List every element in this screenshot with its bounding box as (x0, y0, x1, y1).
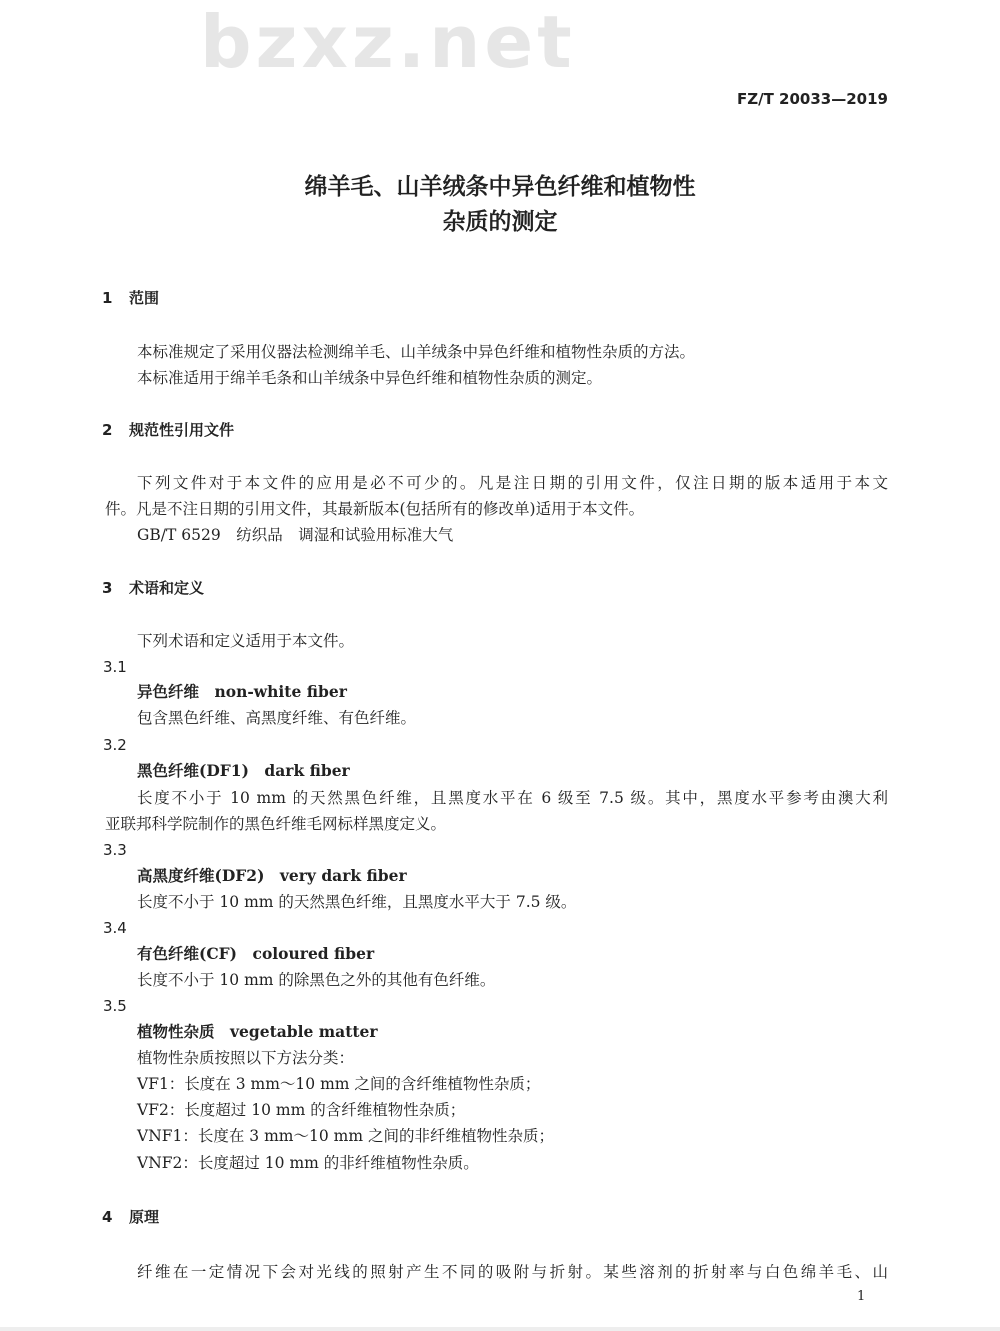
page-number: 1 (857, 1289, 866, 1304)
term-definition: 包含黑色纤维、高黑度纤维、有色纤维。 (137, 709, 417, 727)
paragraph: 下列文件对于本文件的应用是必不可少的。凡是注日期的引用文件，仅注日期的版本适用于本文 (137, 474, 888, 492)
paragraph: 下列术语和定义适用于本文件。 (137, 632, 355, 650)
classification-item: VF2：长度超过 10 mm 的含纤维植物性杂质； (137, 1101, 466, 1119)
normative-reference: GB/T 6529 纺织品 调湿和试验用标准大气 (137, 526, 454, 544)
paragraph: 本标准适用于绵羊毛条和山羊绒条中异色纤维和植物性杂质的测定。 (137, 369, 603, 387)
term-definition: 亚联邦科学院制作的黑色纤维毛网标样黑度定义。 (105, 815, 447, 833)
section-1-heading: 范围 (129, 289, 160, 307)
section-2-heading: 规范性引用文件 (129, 421, 235, 439)
page-bottom-edge (0, 1327, 1000, 1331)
paragraph: 件。凡是不注日期的引用文件，其最新版本(包括所有的修改单)适用于本文件。 (105, 500, 645, 518)
term-heading: 异色纤维 non-white fiber (137, 682, 347, 701)
term-heading: 黑色纤维(DF1) dark fiber (137, 761, 350, 780)
section-3-number: 3 (102, 579, 113, 597)
classification-item: VNF1：长度在 3 mm～10 mm 之间的非纤维植物性杂质； (137, 1127, 554, 1145)
term-number: 3.4 (103, 919, 127, 937)
title-line-2: 杂质的测定 (442, 209, 558, 235)
term-number: 3.3 (103, 841, 127, 859)
section-4-number: 4 (102, 1208, 113, 1226)
term-definition: 长度不小于 10 mm 的天然黑色纤维，且黑度水平在 6 级至 7.5 级。其中，黑度水平参考由澳大利 (137, 789, 888, 807)
term-definition: 植物性杂质按照以下方法分类： (137, 1049, 355, 1067)
classification-item: VF1：长度在 3 mm～10 mm 之间的含纤维植物性杂质； (137, 1075, 541, 1093)
term-definition: 长度不小于 10 mm 的天然黑色纤维，且黑度水平大于 7.5 级。 (137, 893, 577, 911)
section-3-heading: 术语和定义 (129, 579, 205, 597)
term-number: 3.1 (103, 658, 127, 676)
term-definition: 长度不小于 10 mm 的除黑色之外的其他有色纤维。 (137, 971, 496, 989)
term-number: 3.2 (103, 736, 127, 754)
section-2-number: 2 (102, 421, 113, 439)
paragraph: 纤维在一定情况下会对光线的照射产生不同的吸附与折射。某些溶剂的折射率与白色绵羊毛、山 (137, 1263, 888, 1281)
section-1-number: 1 (102, 289, 113, 307)
term-heading: 植物性杂质 vegetable matter (137, 1022, 378, 1041)
section-4-heading: 原理 (129, 1208, 160, 1226)
term-number: 3.5 (103, 997, 127, 1015)
term-heading: 高黑度纤维(DF2) very dark fiber (137, 866, 407, 885)
paragraph: 本标准规定了采用仪器法检测绵羊毛、山羊绒条中异色纤维和植物性杂质的方法。 (137, 343, 696, 361)
title-line-1: 绵羊毛、山羊绒条中异色纤维和植物性 (304, 174, 696, 200)
standard-code: FZ/T 20033—2019 (737, 90, 888, 108)
classification-item: VNF2：长度超过 10 mm 的非纤维植物性杂质。 (137, 1154, 479, 1172)
term-heading: 有色纤维(CF) coloured fiber (137, 944, 375, 963)
watermark: bzxz.net (200, 0, 576, 84)
